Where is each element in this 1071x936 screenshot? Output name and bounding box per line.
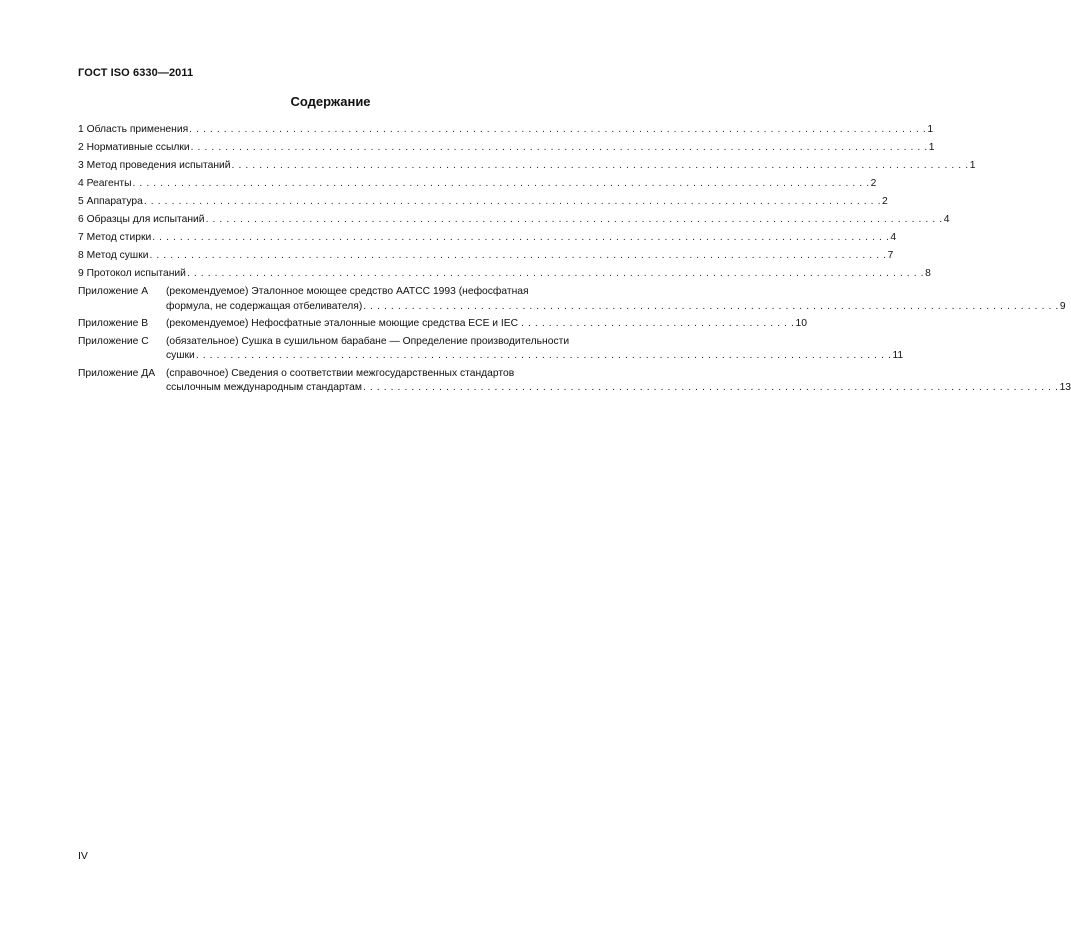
toc-item-label: 4 Реагенты <box>78 178 132 189</box>
toc-item-label: 9 Протокол испытаний <box>78 268 186 279</box>
annex-title: (рекомендуемое) Эталонное моющее средство AATCC 1993 (нефосфатная <box>166 286 529 297</box>
table-of-contents <box>78 123 1071 399</box>
toc-item-page: 7 <box>887 250 894 261</box>
toc-item-page: 4 <box>943 214 950 225</box>
toc-leader-dots <box>206 213 943 228</box>
annex-label: Приложение А <box>78 286 149 297</box>
toc-item-page: 1 <box>927 124 934 135</box>
toc-item <box>78 195 888 210</box>
toc-item-label: 1 Область применения <box>78 124 189 135</box>
annex-title: (обязательное) Сушка в сушильном барабане — Определение производительности <box>166 335 570 347</box>
toc-item-label: 3 Метод проведения испытаний <box>78 160 231 171</box>
toc-item-page: 2 <box>882 196 888 207</box>
toc-leader-dots <box>187 267 924 282</box>
annex-page: 10 <box>795 318 807 329</box>
toc-item-label: 5 Аппаратура <box>78 196 143 207</box>
page-number: IV <box>78 850 88 862</box>
annex-title-continued: сушки <box>166 350 195 361</box>
toc-item-label: 7 Метод стирки <box>78 232 152 243</box>
annex-title-continued: формула, не содержащая отбеливателя) <box>166 300 363 312</box>
toc-leader-dots <box>232 159 969 174</box>
toc-leader-dots <box>189 123 926 138</box>
toc-item-page: 4 <box>890 232 897 243</box>
toc-item <box>78 249 894 264</box>
document-header: ГОСТ ISO 6330—2011 <box>78 67 194 79</box>
toc-item-page: 2 <box>870 178 877 189</box>
toc-leader-dots <box>191 141 928 156</box>
toc-leader-dots <box>133 177 870 192</box>
annex-item <box>78 317 807 332</box>
annex-page: 9 <box>1059 300 1066 312</box>
toc-leader-dots <box>363 300 1059 315</box>
annex-page: 13 <box>1059 382 1071 393</box>
annex-label: Приложение ДА <box>78 367 156 379</box>
toc-leader-dots <box>144 195 881 210</box>
toc-item-page: 8 <box>925 268 931 279</box>
toc-item-label: 6 Образцы для испытаний <box>78 214 205 225</box>
toc-item <box>78 267 931 282</box>
toc-leader-dots <box>196 349 892 364</box>
annex-title: (рекомендуемое) Нефосфатные эталонные моющие средства ЕСЕ и IEC <box>166 318 519 329</box>
annex-label: Приложение С <box>78 335 149 347</box>
toc-item <box>78 159 976 174</box>
toc-leader-dots <box>152 231 889 246</box>
annex-title: (справочное) Сведения о соответствии межгосударственных стандартов <box>166 367 515 379</box>
annex-label: Приложение В <box>78 318 149 329</box>
toc-item <box>78 177 877 192</box>
toc-leader-dots <box>363 381 1059 396</box>
annex-item <box>78 367 1071 396</box>
toc-item-label: 8 Метод сушки <box>78 250 149 261</box>
contents-title: Содержание <box>290 94 371 109</box>
toc-item-label: 2 Нормативные ссылки <box>78 142 190 153</box>
toc-leader-dots <box>521 317 794 332</box>
toc-item <box>78 123 934 138</box>
toc-item <box>78 141 935 156</box>
annex-item <box>78 285 1066 314</box>
annex-title-continued: ссылочным международным стандартам <box>166 382 362 393</box>
toc-item <box>78 231 897 246</box>
toc-leader-dots <box>149 249 886 264</box>
toc-item <box>78 213 950 228</box>
toc-item-page: 1 <box>928 142 935 153</box>
toc-item-page: 1 <box>969 160 976 171</box>
annex-page: 11 <box>892 350 904 361</box>
annex-item <box>78 335 904 364</box>
